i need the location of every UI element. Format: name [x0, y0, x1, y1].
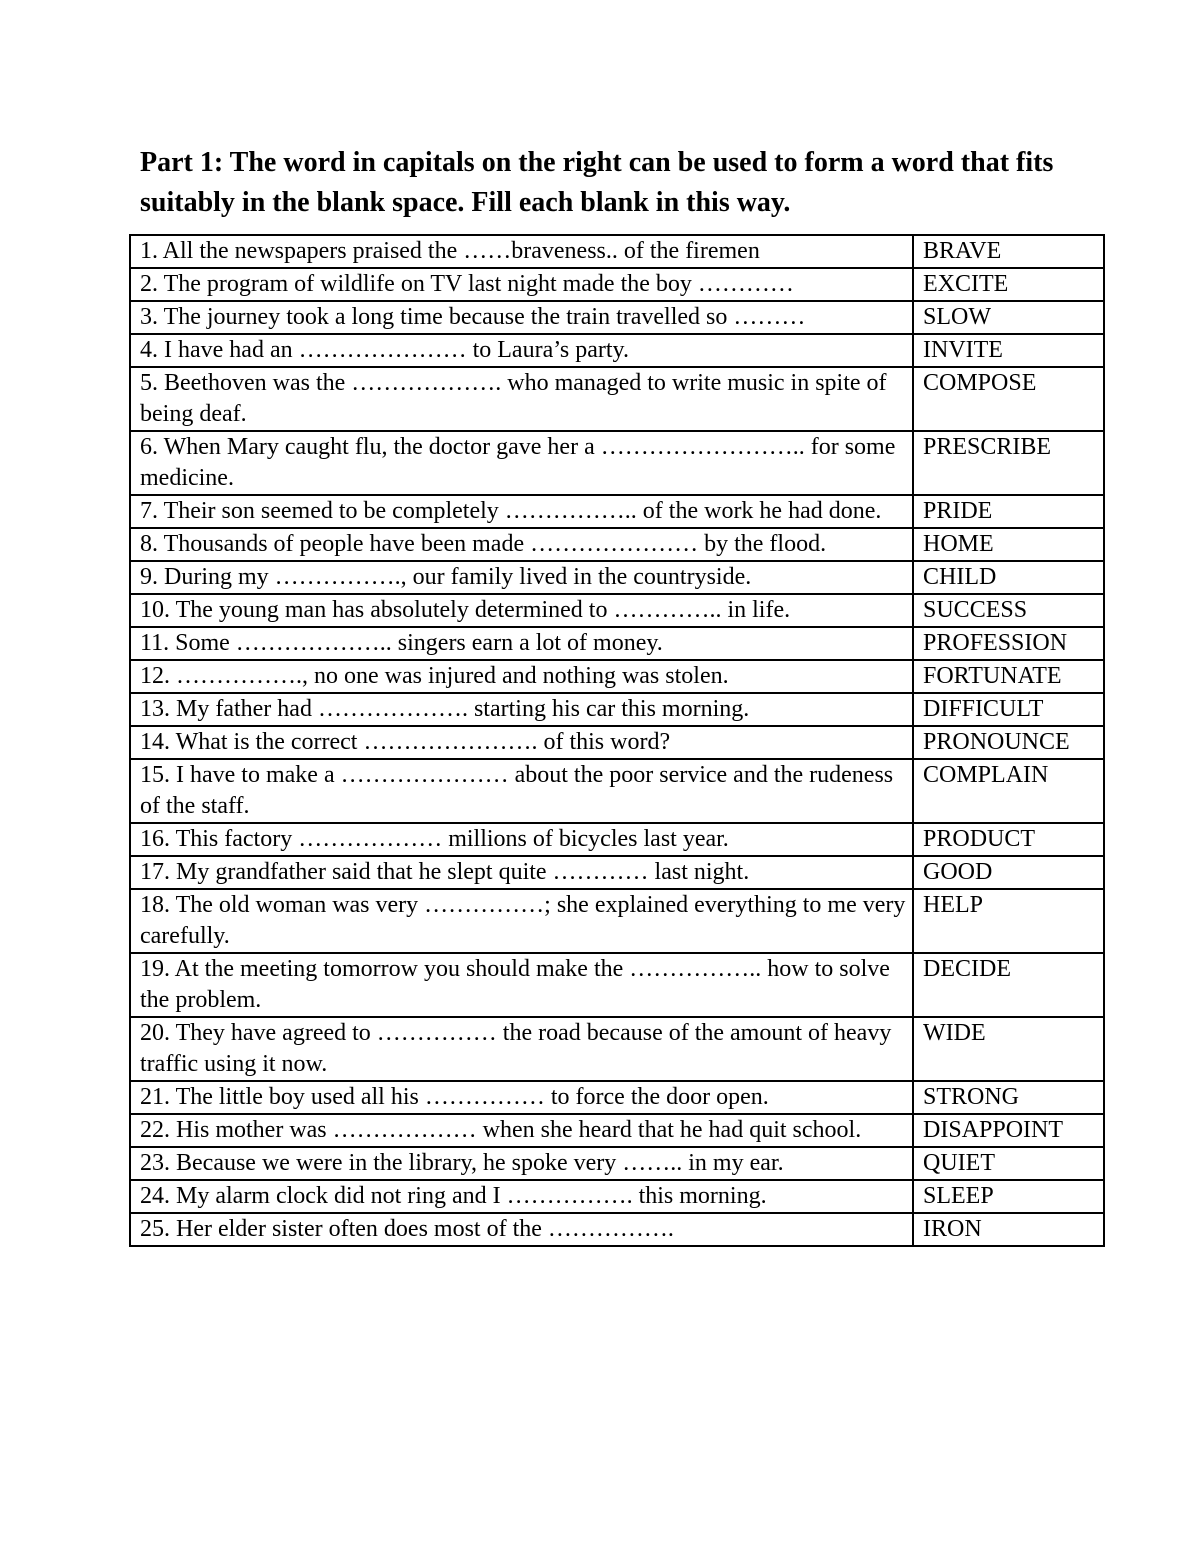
sentence-cell: 13. My father had ………………. starting his car this morning. — [130, 693, 913, 726]
table-row — [130, 561, 1104, 594]
sentence-cell: 14. What is the correct …………………. of this word? — [130, 726, 913, 759]
capital-word-cell: DIFFICULT — [913, 693, 1104, 726]
sentence-cell: 7. Their son seemed to be completely …………….. of the work he had done. — [130, 495, 913, 528]
capital-word-cell: PRODUCT — [913, 823, 1104, 856]
table-row — [130, 1114, 1104, 1147]
capital-word-cell: STRONG — [913, 1081, 1104, 1114]
table-row — [130, 334, 1104, 367]
table-row — [130, 495, 1104, 528]
capital-word-cell: HOME — [913, 528, 1104, 561]
capital-word-cell: BRAVE — [913, 235, 1104, 268]
capital-word-cell: WIDE — [913, 1017, 1104, 1081]
capital-word-cell: INVITE — [913, 334, 1104, 367]
table-row — [130, 627, 1104, 660]
table-row — [130, 856, 1104, 889]
sentence-cell: 5. Beethoven was the ………………. who managed to write music in spite of being deaf. — [130, 367, 913, 431]
table-row — [130, 660, 1104, 693]
capital-word-cell: SLEEP — [913, 1180, 1104, 1213]
table-row — [130, 1213, 1104, 1246]
capital-word-cell: PROFESSION — [913, 627, 1104, 660]
sentence-cell: 19. At the meeting tomorrow you should make the …………….. how to solve the problem. — [130, 953, 913, 1017]
sentence-cell: 17. My grandfather said that he slept quite ………… last night. — [130, 856, 913, 889]
table-row — [130, 367, 1104, 431]
capital-word-cell: CHILD — [913, 561, 1104, 594]
capital-word-cell: PRIDE — [913, 495, 1104, 528]
table-row — [130, 1081, 1104, 1114]
sentence-cell: 15. I have to make a ………………… about the poor service and the rudeness of the staff. — [130, 759, 913, 823]
sentence-cell: 6. When Mary caught flu, the doctor gave her a …………………….. for some medicine. — [130, 431, 913, 495]
capital-word-cell: DISAPPOINT — [913, 1114, 1104, 1147]
sentence-cell: 22. His mother was ……………… when she heard that he had quit school. — [130, 1114, 913, 1147]
sentence-cell: 24. My alarm clock did not ring and I ……………. this morning. — [130, 1180, 913, 1213]
table-row — [130, 235, 1104, 268]
table-row — [130, 268, 1104, 301]
sentence-cell: 21. The little boy used all his …………… to force the door open. — [130, 1081, 913, 1114]
table-row — [130, 759, 1104, 823]
sentence-cell: 18. The old woman was very ……………; she explained everything to me very carefully. — [130, 889, 913, 953]
sentence-cell: 11. Some ……………….. singers earn a lot of money. — [130, 627, 913, 660]
exercise-table — [129, 234, 1105, 1247]
sentence-cell: 20. They have agreed to …………… the road because of the amount of heavy traffic using it now. — [130, 1017, 913, 1081]
sentence-cell: 4. I have had an ………………… to Laura’s party. — [130, 334, 913, 367]
capital-word-cell: GOOD — [913, 856, 1104, 889]
sentence-cell: 8. Thousands of people have been made ………………… by the flood. — [130, 528, 913, 561]
capital-word-cell: COMPOSE — [913, 367, 1104, 431]
sentence-cell: 16. This factory ……………… millions of bicycles last year. — [130, 823, 913, 856]
sentence-cell: 12. ……………., no one was injured and nothing was stolen. — [130, 660, 913, 693]
capital-word-cell: DECIDE — [913, 953, 1104, 1017]
table-row — [130, 594, 1104, 627]
table-row — [130, 528, 1104, 561]
page-title: Part 1: The word in capitals on the right can be used to form a word that fits suitably in the blank space. Fill each blank in this way. — [140, 147, 1054, 218]
table-row — [130, 726, 1104, 759]
sentence-cell: 9. During my ……………., our family lived in the countryside. — [130, 561, 913, 594]
table-row — [130, 1017, 1104, 1081]
sentence-cell: 25. Her elder sister often does most of the ……………. — [130, 1213, 913, 1246]
capital-word-cell: SLOW — [913, 301, 1104, 334]
capital-word-cell: PRESCRIBE — [913, 431, 1104, 495]
capital-word-cell: IRON — [913, 1213, 1104, 1246]
capital-word-cell: PRONOUNCE — [913, 726, 1104, 759]
table-row — [130, 693, 1104, 726]
sentence-cell: 2. The program of wildlife on TV last night made the boy ………… — [130, 268, 913, 301]
capital-word-cell: EXCITE — [913, 268, 1104, 301]
table-row — [130, 1180, 1104, 1213]
sentence-cell: 1. All the newspapers praised the ……braveness.. of the firemen — [130, 235, 913, 268]
table-row — [130, 953, 1104, 1017]
capital-word-cell: QUIET — [913, 1147, 1104, 1180]
sentence-cell: 10. The young man has absolutely determined to ………….. in life. — [130, 594, 913, 627]
capital-word-cell: SUCCESS — [913, 594, 1104, 627]
table-row — [130, 889, 1104, 953]
capital-word-cell: COMPLAIN — [913, 759, 1104, 823]
table-row — [130, 301, 1104, 334]
capital-word-cell: FORTUNATE — [913, 660, 1104, 693]
table-row — [130, 431, 1104, 495]
table-row — [130, 823, 1104, 856]
exercise-table-body — [130, 235, 1104, 1246]
capital-word-cell: HELP — [913, 889, 1104, 953]
sentence-cell: 3. The journey took a long time because the train travelled so ……… — [130, 301, 913, 334]
table-row — [130, 1147, 1104, 1180]
sentence-cell: 23. Because we were in the library, he spoke very …….. in my ear. — [130, 1147, 913, 1180]
